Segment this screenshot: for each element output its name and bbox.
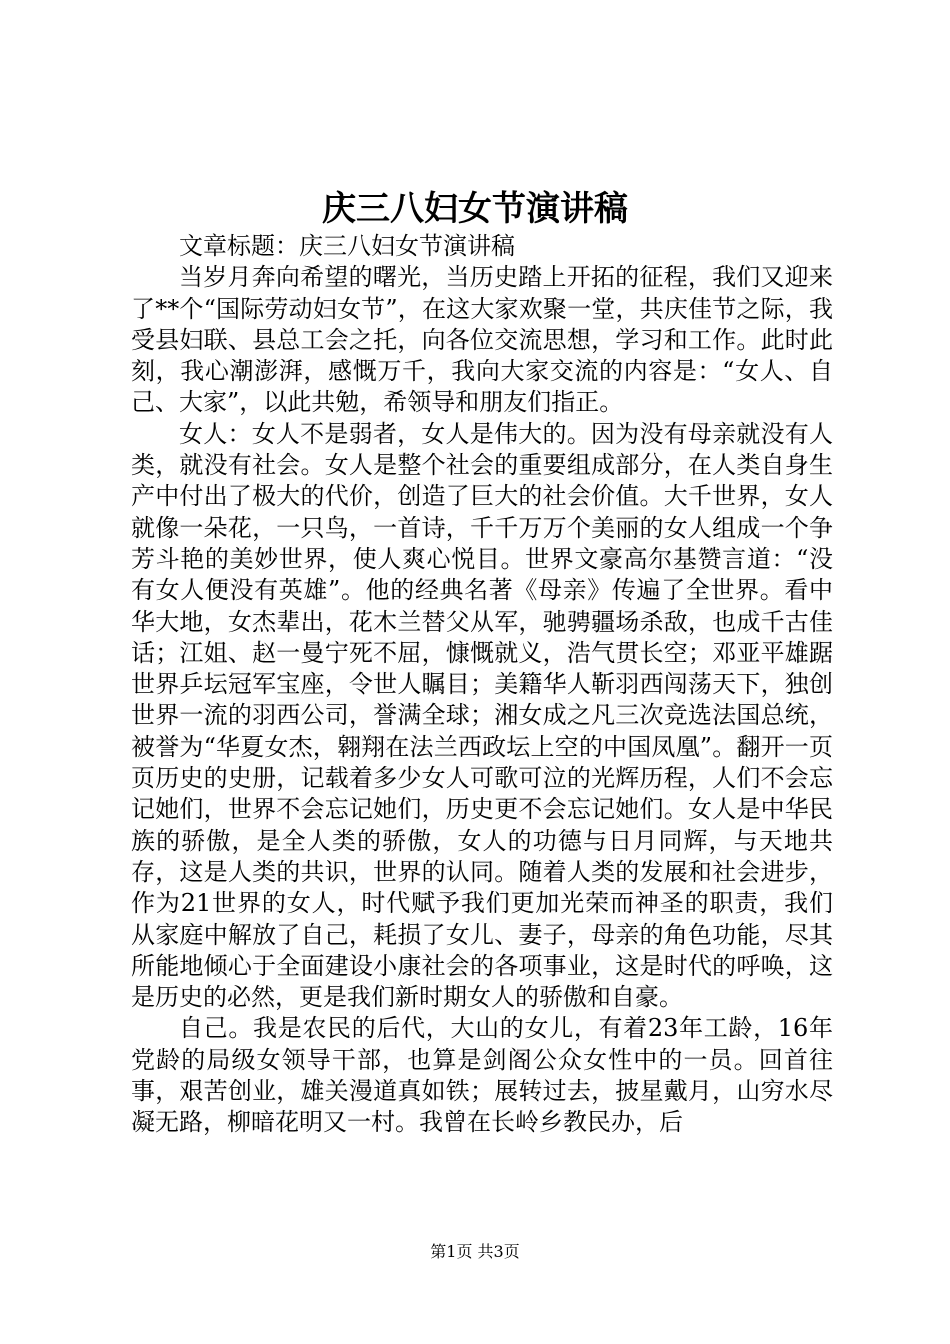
paragraph-self: 自己。我是农民的后代，大山的女儿，有着23年工龄，16年党龄的局级女领导干部，也算是剑阁公众女性中的一员。回首往事，艰苦创业，雄关漫道真如铁；展转过去，披星戴月，山穷水尽凝无路，柳暗花明又一村。我曾在长岭乡教民办，后 <box>131 1014 833 1137</box>
page-footer: 第1页 共3页 <box>430 1242 520 1261</box>
paragraph-women: 女人：女人不是弱者，女人是伟大的。因为没有母亲就没有人类，就没有社会。女人是整个社会的重要组成部分，在人类自身生产中付出了极大的代价，创造了巨大的社会价值。大千世界，女人就像一朵花，一只鸟，一首诗，千千万万个美丽的女人组成一个争芳斗艳的美妙世界，使人爽心悦目。世界文豪高尔基赞言道：“没有女人便没有英雄”。他的经典名著《母亲》传遍了全世界。看中华大地，女杰辈出，花木兰替父从军，驰骋疆场杀敌，也成千古佳话；江姐、赵一曼宁死不屈，慷慨就义，浩气贯长空；邓亚平雄踞世界乒坛冠军宝座，令世人瞩目；美籍华人靳羽西闯荡天下，独创世界一流的羽西公司，誉满全球；湘女成之凡三次竞选法国总统，被誉为“华夏女杰，翱翔在法兰西政坛上空的中国凤凰”。翻开一页页历史的史册，记载着多少女人可歌可泣的光辉历程，人们不会忘记她们，世界不会忘记她们，历史更不会忘记她们。女人是中华民族的骄傲，是全人类的骄傲，女人的功德与日月同辉，与天地共存，这是人类的共识，世界的认同。随着人类的发展和社会进步，作为21世界的女人，时代赋予我们更加光荣而神圣的职责，我们从家庭中解放了自己，耗损了女儿、妻子，母亲的角色功能，尽其所能地倾心于全面建设小康社会的各项事业，这是时代的呼唤，这是历史的必然，更是我们新时期女人的骄傲和自豪。 <box>131 419 833 1012</box>
document-title: 庆三八妇女节演讲稿 <box>322 189 628 229</box>
paragraph-article-title: 文章标题：庆三八妇女节演讲稿 <box>179 232 515 260</box>
document-body <box>131 231 833 1139</box>
paragraph-opening: 当岁月奔向希望的曙光，当历史踏上开拓的征程，我们又迎来了**个“国际劳动妇女节”，在这大家欢聚一堂，共庆佳节之际，我受县妇联、县总工会之托，向各位交流思想，学习和工作。此时此刻，我心潮澎湃，感慨万千，我向大家交流的内容是：“女人、自己、大家”，以此共勉，希领导和朋友们指正。 <box>131 263 833 417</box>
